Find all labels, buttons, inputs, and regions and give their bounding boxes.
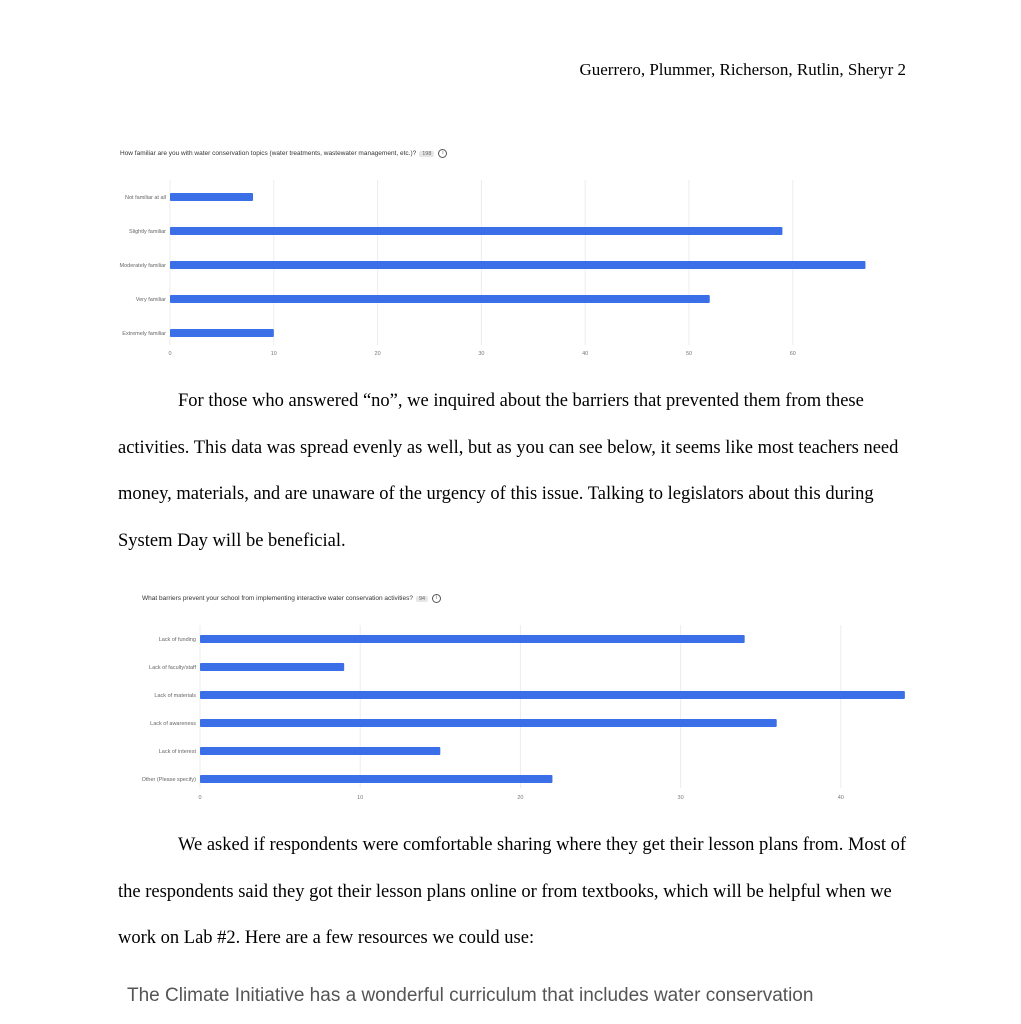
x-tick-label: 20 [517, 795, 524, 801]
bar[interactable] [170, 295, 710, 303]
response-count-badge: 94 [416, 596, 428, 602]
bar[interactable] [170, 227, 782, 235]
x-tick-label: 30 [677, 795, 684, 801]
response-count-badge: 198 [419, 151, 434, 157]
bar[interactable] [200, 719, 777, 727]
chart-title-text: How familiar are you with water conservation topics (water treatments, wastewater management, etc.)? [120, 150, 417, 158]
category-label: Lack of materials [154, 693, 196, 699]
chart-title-text: What barriers prevent your school from implementing interactive water conservation activities? [142, 595, 413, 603]
category-label: Lack of faculty/staff [149, 665, 196, 671]
bar[interactable] [170, 329, 274, 337]
category-label: Other (Please specify) [141, 777, 196, 783]
running-head: Guerrero, Plummer, Richerson, Rutlin, Sheryr 2 [579, 60, 906, 79]
cutoff-line: The Climate Initiative has a wonderful curriculum that includes water conservation [127, 985, 814, 1006]
x-tick-label: 50 [685, 351, 693, 357]
familiarity-chart [0, 140, 1021, 365]
bar[interactable] [170, 193, 253, 201]
x-tick-label: 30 [478, 351, 485, 357]
x-tick-label: 0 [168, 351, 172, 357]
category-label: Moderately familiar [119, 263, 166, 269]
category-label: Slightly familiar [129, 229, 166, 235]
paragraph-text: We asked if respondents were comfortable sharing where they get their lesson plans from. Most of the respondents said they got their lesson plans online or from textbooks, which will be helpful when we work on Lab #2. Here are a few resources we could use: [118, 835, 907, 948]
category-label: Not familiar at all [125, 195, 166, 201]
category-label: Very familiar [135, 297, 166, 303]
bar[interactable] [200, 747, 440, 755]
bar[interactable] [200, 691, 905, 699]
category-label: Lack of interest [158, 749, 196, 755]
x-tick-label: 40 [582, 351, 589, 357]
bar[interactable] [170, 261, 865, 269]
x-tick-label: 10 [270, 351, 277, 357]
category-label: Lack of awareness [150, 721, 196, 727]
body-paragraph [118, 822, 908, 962]
familiarity-chart-plot [0, 140, 1021, 365]
barriers-chart [0, 585, 1021, 810]
x-tick-label: 10 [357, 795, 364, 801]
x-tick-label: 60 [789, 351, 796, 357]
category-label: Extremely familiar [122, 331, 166, 337]
x-tick-label: 40 [837, 795, 844, 801]
bar[interactable] [200, 775, 552, 783]
body-paragraph [118, 378, 908, 564]
category-label: Lack of funding [158, 637, 196, 643]
x-tick-label: 20 [374, 351, 381, 357]
bar[interactable] [200, 663, 344, 671]
info-icon[interactable]: i [432, 594, 441, 603]
info-icon[interactable]: i [438, 149, 447, 158]
barriers-chart-plot [0, 585, 1021, 810]
paragraph-text: For those who answered “no”, we inquired about the barriers that prevented them from these activities. This data was spread evenly as well, but as you can see below, it seems like most teachers need money, materials, and are unaware of the urgency of this issue. Talking to legislators about this during System Day will be beneficial. [118, 391, 899, 551]
bar[interactable] [200, 635, 745, 643]
x-tick-label: 0 [198, 795, 202, 801]
